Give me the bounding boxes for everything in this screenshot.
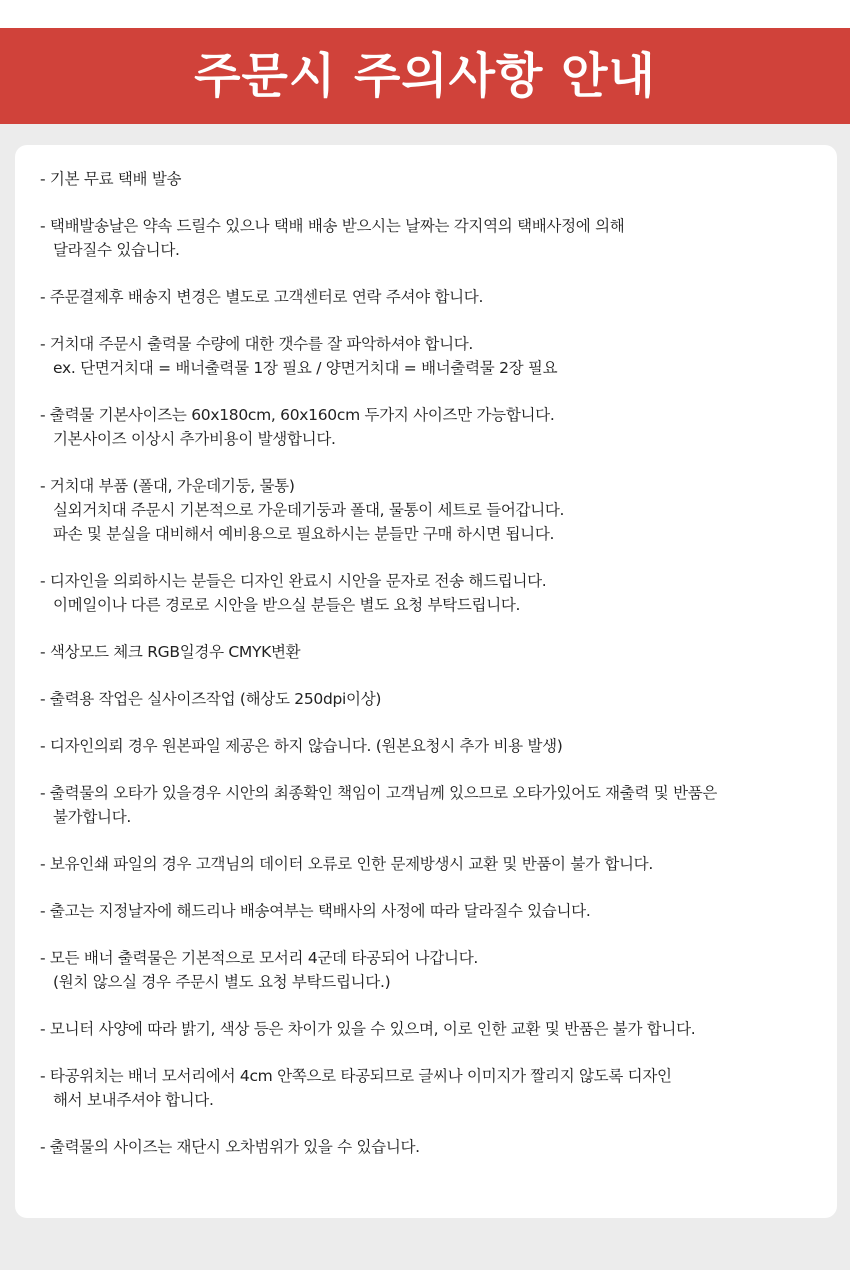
notice-text: - 보유인쇄 파일의 경우 고객님의 데이터 오류로 인한 문제방생시 교환 및 반품이 불가 합니다.	[40, 855, 653, 873]
notice-text-continued: (원치 않으실 경우 주문시 별도 요청 부탁드립니다.)	[53, 973, 391, 991]
notice-item	[40, 285, 830, 309]
notice-text-continued: 기본사이즈 이상시 추가비용이 발생합니다.	[53, 430, 336, 448]
title-banner	[0, 28, 850, 124]
notice-item	[40, 781, 830, 829]
notice-item	[40, 946, 830, 994]
notice-text-continued: 해서 보내주셔야 합니다.	[53, 1091, 214, 1109]
notice-text: - 디자인의뢰 경우 원본파일 제공은 하지 않습니다. (원본요청시 추가 비용 발생)	[40, 737, 563, 755]
notice-text: - 기본 무료 택배 발송	[40, 170, 182, 188]
notice-item	[40, 1017, 830, 1041]
notice-text: - 타공위치는 배너 모서리에서 4cm 안쪽으로 타공되므로 글씨나 이미지가 짤리지 않도록 디자인	[40, 1067, 672, 1085]
notice-item	[40, 899, 830, 923]
notice-item	[40, 1135, 830, 1159]
notice-item	[40, 852, 830, 876]
notice-item	[40, 332, 830, 380]
notice-list	[40, 167, 830, 1182]
notice-text: - 출력물 기본사이즈는 60x180cm, 60x160cm 두가지 사이즈만 가능합니다.	[40, 406, 555, 424]
notice-text-continued: 불가합니다.	[53, 808, 131, 826]
notice-item	[40, 167, 830, 191]
notice-item	[40, 640, 830, 664]
notice-text: - 색상모드 체크 RGB일경우 CMYK변환	[40, 643, 301, 661]
notice-text: - 출력물의 오타가 있을경우 시안의 최종확인 책임이 고객님께 있으므로 오타가있어도 재출력 및 반품은	[40, 784, 718, 802]
notice-text: - 주문결제후 배송지 변경은 별도로 고객센터로 연락 주셔야 합니다.	[40, 288, 484, 306]
banner-title: 주문시 주의사항 안내	[194, 48, 656, 104]
notice-item	[40, 474, 830, 546]
notice-item	[40, 403, 830, 451]
notice-text-continued: 이메일이나 다른 경로로 시안을 받으실 분들은 별도 요청 부탁드립니다.	[53, 596, 521, 614]
notice-text-continued: 실외거치대 주문시 기본적으로 가운데기둥과 폴대, 물통이 세트로 들어갑니다.	[53, 501, 565, 519]
top-strip	[0, 0, 850, 28]
notice-text: - 출력물의 사이즈는 재단시 오차범위가 있을 수 있습니다.	[40, 1138, 420, 1156]
notice-item	[40, 687, 830, 711]
notice-text: - 출력용 작업은 실사이즈작업 (해상도 250dpi이상)	[40, 690, 382, 708]
notice-text: - 디자인을 의뢰하시는 분들은 디자인 완료시 시안을 문자로 전송 해드립니다.	[40, 572, 547, 590]
notice-text: - 출고는 지정날자에 해드리나 배송여부는 택배사의 사정에 따라 달라질수 있습니다.	[40, 902, 591, 920]
notice-card	[15, 145, 837, 1218]
notice-text-continued: ex. 단면거치대 = 배너출력물 1장 필요 / 양면거치대 = 배너출력물 2장 필요	[53, 359, 558, 377]
notice-item	[40, 1064, 830, 1112]
notice-item	[40, 214, 830, 262]
notice-text-continued: 달라질수 있습니다.	[53, 241, 180, 259]
notice-item	[40, 734, 830, 758]
notice-text: - 택배발송날은 약속 드릴수 있으나 택배 배송 받으시는 날짜는 각지역의 택배사정에 의해	[40, 217, 625, 235]
notice-text: - 거치대 부품 (폴대, 가운데기둥, 물통)	[40, 477, 295, 495]
notice-text: - 모든 배너 출력물은 기본적으로 모서리 4군데 타공되어 나갑니다.	[40, 949, 478, 967]
notice-text-continued: 파손 및 분실을 대비해서 예비용으로 필요하시는 분들만 구매 하시면 됩니다.	[53, 525, 555, 543]
notice-item	[40, 569, 830, 617]
notice-text: - 거치대 주문시 출력물 수량에 대한 갯수를 잘 파악하셔야 합니다.	[40, 335, 474, 353]
notice-text: - 모니터 사양에 따라 밝기, 색상 등은 차이가 있을 수 있으며, 이로 인한 교환 및 반품은 불가 합니다.	[40, 1020, 696, 1038]
